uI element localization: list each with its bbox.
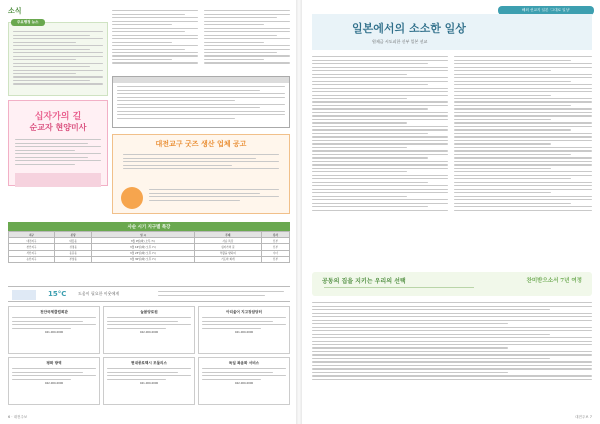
ad-box: [103, 357, 195, 405]
cell: 십자가의 길: [195, 244, 262, 250]
cell: 수녀: [261, 250, 289, 256]
goods-title: 대전교구 굿즈 생산 업체 공고: [155, 140, 247, 148]
ad-title: 독일 복음화 서비스: [228, 361, 260, 365]
cell: 대흥동: [55, 238, 92, 244]
right-page-number: 대전주보 7: [575, 415, 592, 419]
lower-header: [312, 272, 592, 296]
ad-title: 늘봄양로원: [140, 310, 158, 314]
cell: 3월 9일(화) 오후 7시: [92, 238, 195, 244]
job-sub: 순교자 현양미사: [29, 123, 87, 132]
lecture-table: [8, 231, 290, 263]
ad-phone: 041-000-0000: [234, 331, 254, 335]
goods-logo: [121, 187, 143, 209]
ad-phone: 042-000-0000: [44, 382, 64, 386]
th-district: 지구: [9, 232, 55, 238]
ad-box: [198, 357, 290, 405]
cell: 기도와 회개: [195, 256, 262, 262]
strip-icon: [12, 290, 36, 300]
th-parish: 본당: [55, 232, 92, 238]
cell: 신부: [261, 238, 289, 244]
article-title: 일본에서의 소소한 일상: [352, 22, 466, 35]
cell: 성정동: [55, 244, 92, 250]
ad-phone: 041-000-0000: [44, 331, 64, 335]
donation-strip: [8, 286, 290, 302]
cell: 신부: [261, 244, 289, 250]
lower-title: 공동의 집을 지키는 우리의 선택: [322, 278, 406, 285]
job-title: 십자가의 길: [34, 112, 82, 122]
article-byline: 원제금 시도피한 신부 일본 선교: [372, 39, 428, 44]
ad-title: 아리울어 지고장담당터: [226, 310, 262, 314]
ad-phone: 041-000-0000: [139, 382, 159, 386]
ad-box: [198, 306, 290, 354]
ad-title: 천안국제클럽회관: [40, 310, 68, 314]
news-pill: 주요행정 뉴스: [11, 19, 45, 26]
section-title: 소식: [8, 7, 22, 15]
table-title: 사순 시기 지구별 특강: [127, 224, 171, 230]
right-page: [302, 0, 600, 424]
ad-title: 현대종로택시 모둘의스: [131, 361, 167, 365]
cell: 부창동: [55, 256, 92, 262]
cell: 3월 30일(화) 오후 7시: [92, 256, 195, 262]
cell: 신부: [261, 256, 289, 262]
cell: 3월 16일(화) 오후 7시: [92, 244, 195, 250]
schedule-table: [112, 76, 290, 128]
th-date: 일 시: [92, 232, 195, 238]
job-box: [8, 100, 108, 186]
cell: 3월 23일(화) 오후 7시: [92, 250, 195, 256]
lower-tag: 찬미받으소서 7년 여정: [526, 278, 582, 284]
article-col-2: [454, 54, 592, 266]
ad-phone: 042-000-0000: [139, 331, 159, 335]
cell: 사순 특강: [195, 238, 262, 244]
lower-subline: [324, 287, 474, 288]
cell: 서산지구: [9, 250, 55, 256]
th-lecturer: 강사: [261, 232, 289, 238]
news-block: [8, 22, 108, 96]
goods-announcement: [112, 134, 290, 214]
cell: 대전지구: [9, 238, 55, 244]
ad-box: [8, 306, 100, 354]
ad-phone: 042-000-0000: [234, 382, 254, 386]
ad-title: 평화 방역: [46, 361, 62, 365]
cell: 천안지구: [9, 244, 55, 250]
table-row: [9, 256, 290, 262]
left-page: [0, 0, 296, 424]
th-topic: 주제: [195, 232, 262, 238]
cell: 동문동: [55, 250, 92, 256]
ad-box: [103, 306, 195, 354]
article-col-1: [312, 54, 448, 266]
ad-box: [8, 357, 100, 405]
strip-text: 도움이 필요한 이웃에게: [78, 291, 120, 296]
cell: 논산지구: [9, 256, 55, 262]
banner-top: 해외 선교지 일본 '그대로 일상': [498, 6, 594, 15]
ad-grid: [8, 306, 290, 410]
left-page-number: 6 · 대전주보: [8, 415, 28, 419]
table-title-bar: [8, 222, 290, 231]
schedule-text: [112, 8, 290, 74]
strip-label: 15°C: [48, 290, 67, 298]
article-header: [312, 14, 592, 50]
lower-body: [312, 300, 592, 408]
cell: 부활을 향하여: [195, 250, 262, 256]
